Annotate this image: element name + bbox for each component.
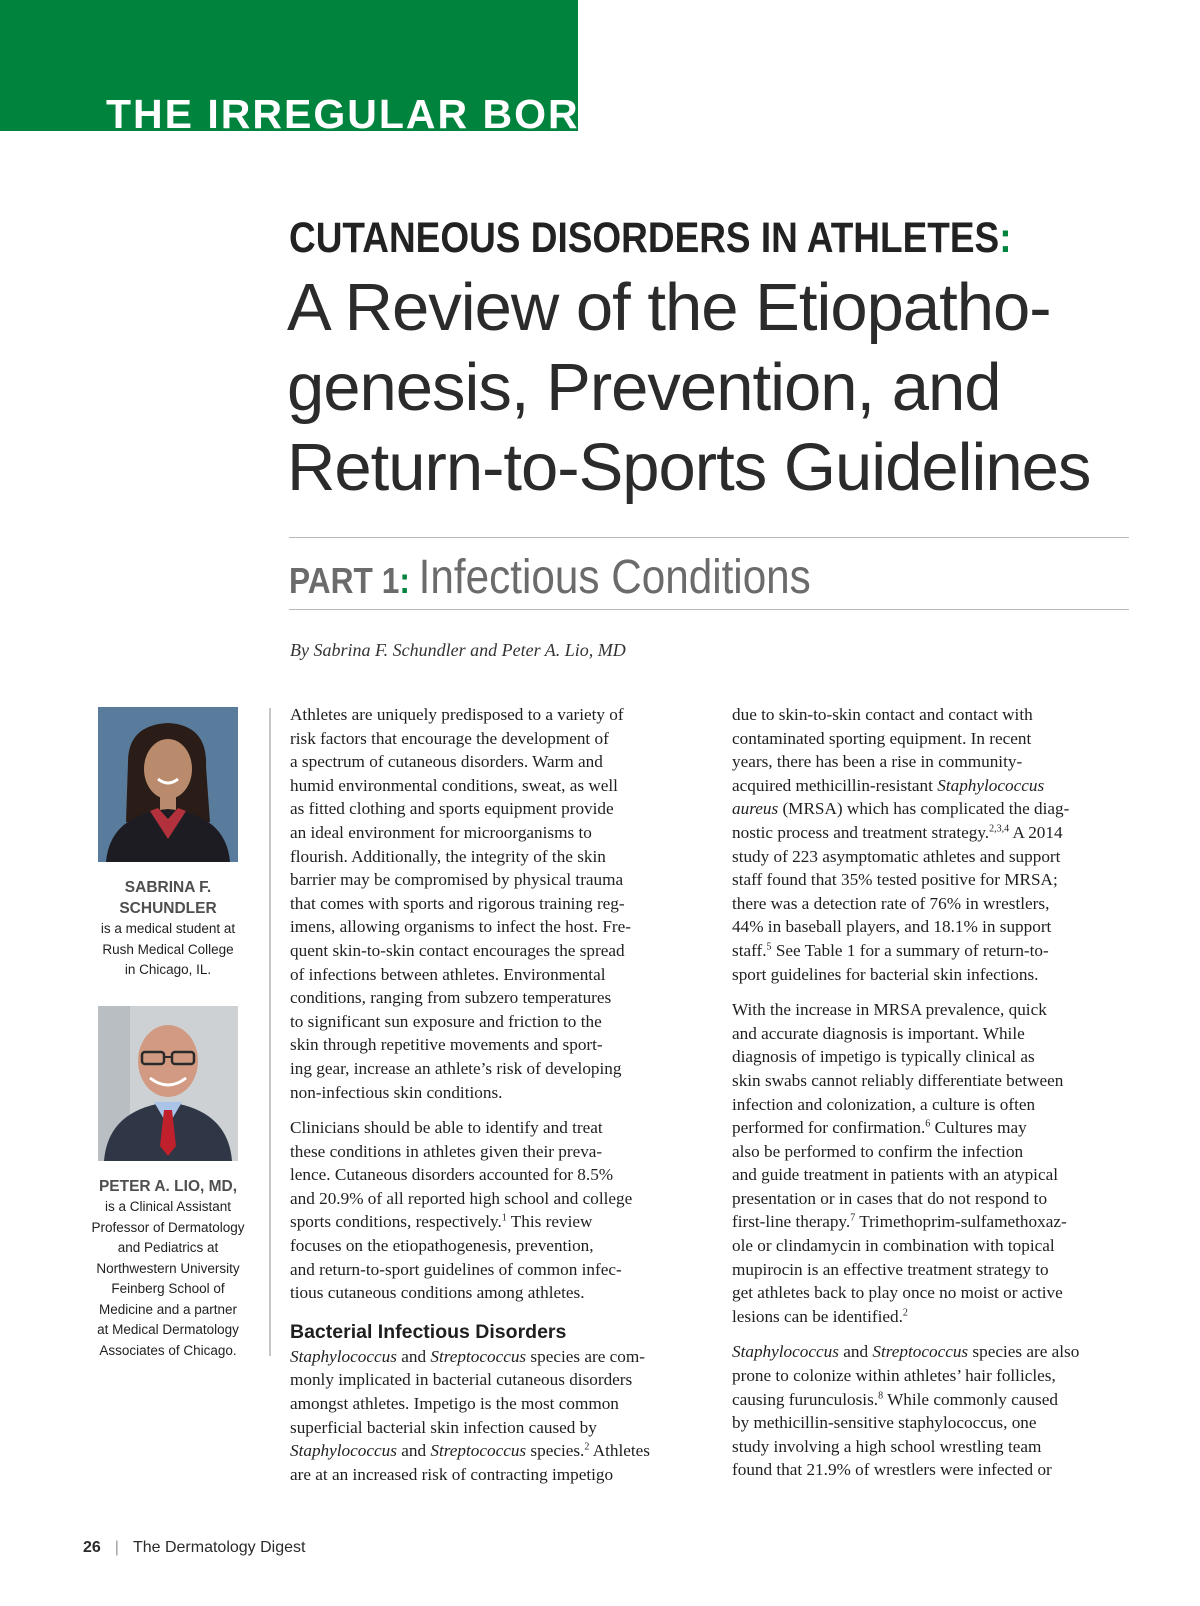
paragraph-intro <box>290 703 690 1104</box>
text-line: to significant sun exposure and friction to the <box>290 1011 602 1031</box>
text-line: imens, allowing organisms to infect the host. Fre- <box>290 917 631 937</box>
text-line <box>290 1210 690 1234</box>
author-bio-line: is a medical student at <box>100 921 236 936</box>
text-line: Athletes are uniquely predisposed to a variety of <box>290 705 624 724</box>
paragraph-mrsa <box>732 703 1132 986</box>
text-run: Cultures may <box>930 1118 1027 1138</box>
page-footer <box>83 1539 305 1557</box>
text-line: 44% in baseball players, and 18.1% in support <box>732 917 1052 937</box>
text-run: and <box>396 1441 431 1461</box>
section-title: THE IRREGULAR BORDER <box>106 91 673 137</box>
text-line: sport guidelines for bacterial skin infections. <box>732 964 1039 984</box>
text-run: Trimethoprim-sulfamethoxaz- <box>855 1212 1067 1232</box>
section-heading: Bacterial Infectious Disorders <box>290 1320 567 1343</box>
text-line: presentation or in cases that do not respond to <box>732 1188 1048 1208</box>
text-run: This review <box>506 1212 593 1232</box>
species-name: Staphylococcus <box>937 775 1045 795</box>
text-line: diagnosis of impetigo is typically clinical as <box>732 1047 1035 1067</box>
text-line: that comes with sports and rigorous training reg- <box>290 893 625 913</box>
text-line <box>732 1116 1132 1140</box>
text-run: A 2014 <box>1009 822 1063 842</box>
portrait-image <box>98 707 238 862</box>
text-run: first-line therapy. <box>732 1212 851 1232</box>
text-run: species are com- <box>526 1346 645 1366</box>
species-name: Staphylococcus <box>290 1441 397 1461</box>
text-line: and guide treatment in patients with an atypical <box>732 1165 1058 1185</box>
author-bio-line: is a Clinical Assistant <box>104 1199 232 1214</box>
text-line: also be performed to confirm the infection <box>732 1141 1024 1161</box>
text-line: prone to colonize within athletes’ hair follicles, <box>732 1366 1056 1386</box>
citation: 7 <box>850 1212 856 1224</box>
text-line: found that 21.9% of wrestlers were infected or <box>732 1460 1052 1480</box>
text-line: With the increase in MRSA prevalence, quick <box>732 1000 1047 1020</box>
footer-separator: | <box>114 1539 119 1556</box>
portrait-image <box>98 1006 238 1161</box>
author-bio-schundler <box>78 877 258 981</box>
paragraph-clinicians <box>290 1116 690 1305</box>
text-line: flourish. Additionally, the integrity of the skin <box>290 846 606 866</box>
text-line: of infections between athletes. Environmental <box>290 964 606 984</box>
citation: 1 <box>501 1212 507 1224</box>
text-line: tious cutaneous conditions among athletes. <box>290 1283 585 1303</box>
part-heading <box>289 550 811 605</box>
text-line <box>732 774 1132 798</box>
text-line: get athletes back to play once no moist or active <box>732 1283 1063 1303</box>
text-line: humid environmental conditions, sweat, as well <box>290 775 618 795</box>
text-line: non-infectious skin conditions. <box>290 1082 503 1102</box>
page-number: 26 <box>83 1539 101 1556</box>
text-line <box>732 1340 1132 1364</box>
text-line <box>732 1210 1132 1234</box>
text-line: years, there has been a rise in community- <box>732 752 1023 772</box>
text-line: as fitted clothing and sports equipment provide <box>290 799 614 819</box>
text-run: lesions can be identified. <box>732 1306 903 1326</box>
text-line: contaminated sporting equipment. In recent <box>732 728 1032 748</box>
paragraph-bacterial <box>290 1345 690 1487</box>
text-run: acquired methicillin-resistant <box>732 775 938 795</box>
species-name: Streptococcus <box>872 1342 969 1362</box>
paragraph-diagnosis <box>732 998 1132 1328</box>
text-line: amongst athletes. Impetigo is the most common <box>290 1394 619 1414</box>
species-name: Streptococcus <box>430 1346 527 1366</box>
text-run: staff. <box>732 940 767 960</box>
byline: By Sabrina F. Schundler and Peter A. Lio, MD <box>290 640 626 660</box>
citation: 2,3,4 <box>989 823 1010 835</box>
text-line: by methicillin-sensitive staphylococcus, one <box>732 1413 1037 1433</box>
text-run: (MRSA) which has complicated the diag- <box>778 799 1070 819</box>
species-name: Staphylococcus <box>290 1346 397 1366</box>
text-line: skin swabs cannot reliably differentiate between <box>732 1070 1064 1090</box>
body-column-2 <box>732 703 1132 1494</box>
author-name: SCHUNDLER <box>119 900 217 917</box>
text-line: there was a detection rate of 76% in wrestlers, <box>732 893 1050 913</box>
text-line: and 20.9% of all reported high school and college <box>290 1188 633 1208</box>
text-line <box>732 821 1132 845</box>
text-run: and <box>396 1346 431 1366</box>
author-bio-line: Rush Medical College <box>102 941 234 957</box>
text-line: and return-to-sport guidelines of common infec- <box>290 1259 622 1279</box>
text-run: Athletes <box>589 1441 650 1461</box>
text-line: conditions, ranging from subzero temperatures <box>290 988 612 1008</box>
text-run: causing furunculosis. <box>732 1389 879 1409</box>
citation: 5 <box>766 941 772 953</box>
divider-bottom <box>289 609 1129 610</box>
sidebar-divider <box>269 708 271 1356</box>
species-name: Streptococcus <box>430 1441 527 1461</box>
author-photo-schundler <box>98 707 238 862</box>
citation: 8 <box>878 1389 884 1401</box>
headline-line: genesis, Prevention, and <box>287 350 1001 425</box>
part-label: PART 1 <box>289 560 400 601</box>
part-colon: : <box>399 560 410 601</box>
headline-line: A Review of the Etiopatho- <box>287 270 1051 345</box>
headline-line: Return-to-Sports Guidelines <box>287 430 1091 505</box>
text-run: sports conditions, respectively. <box>290 1212 502 1232</box>
text-line: study involving a high school wrestling team <box>732 1436 1042 1456</box>
text-line: focuses on the etiopathogenesis, prevention, <box>290 1236 594 1256</box>
text-line: superficial bacterial skin infection caused by <box>290 1417 597 1437</box>
text-line: monly implicated in bacterial cutaneous disorders <box>290 1370 633 1390</box>
text-line: ole or clindamycin in combination with topical <box>732 1236 1055 1256</box>
author-bio-line: Feinberg School of <box>111 1281 225 1296</box>
author-bio-line: Associates of Chicago. <box>99 1342 237 1358</box>
author-bio-line: at Medical Dermatology <box>97 1322 239 1337</box>
kicker-colon: : <box>999 214 1012 262</box>
text-line: due to skin-to-skin contact and contact with <box>732 705 1033 724</box>
text-line: lence. Cutaneous disorders accounted for 8.5% <box>290 1165 614 1185</box>
text-run: See Table 1 for a summary of return-to- <box>771 940 1049 960</box>
text-line: risk factors that encourage the development of <box>290 728 609 748</box>
species-name: aureus <box>732 799 779 819</box>
text-line: are at an increased risk of contracting impetigo <box>290 1464 614 1484</box>
citation: 2 <box>584 1441 590 1453</box>
paragraph-furunculosis <box>732 1340 1132 1482</box>
text-line <box>290 1345 690 1369</box>
text-line: quent skin-to-skin contact encourages the spread <box>290 940 625 960</box>
text-run: and <box>838 1342 873 1362</box>
body-column-1 <box>290 703 690 1498</box>
author-name: PETER A. LIO, MD, <box>98 1178 238 1195</box>
publication-name: The Dermatology Digest <box>132 1539 306 1556</box>
text-line: study of 223 asymptomatic athletes and support <box>732 846 1061 866</box>
text-line: barrier may be compromised by physical trauma <box>290 870 624 890</box>
text-line: skin through repetitive movements and sport- <box>290 1035 603 1055</box>
text-run: species are also <box>968 1342 1080 1362</box>
kicker-text: CUTANEOUS DISORDERS IN ATHLETES <box>289 214 1000 262</box>
text-run: species. <box>526 1441 585 1461</box>
text-line: staff found that 35% tested positive for MRSA; <box>732 870 1058 890</box>
article-kicker <box>289 213 1012 263</box>
text-line: ing gear, increase an athlete’s risk of developing <box>290 1058 622 1078</box>
author-name: SABRINA F. <box>124 879 212 896</box>
author-bio-line: Medicine and a partner <box>98 1301 238 1317</box>
part-title: Infectious Conditions <box>418 551 811 604</box>
text-line <box>732 1305 1132 1329</box>
text-line: these conditions in athletes given their preva- <box>290 1141 603 1161</box>
citation: 6 <box>925 1118 931 1130</box>
text-line: infection and colonization, a culture is often <box>732 1094 1036 1114</box>
author-bio-line: Professor of Dermatology <box>91 1219 245 1235</box>
text-run: performed for confirmation. <box>732 1118 926 1138</box>
text-line <box>290 1439 690 1463</box>
author-bio-line: Northwestern University <box>96 1260 240 1276</box>
text-line <box>732 1388 1132 1412</box>
divider-top <box>289 537 1129 538</box>
text-line: an ideal environment for microorganisms to <box>290 822 592 842</box>
text-line: Clinicians should be able to identify and treat <box>290 1118 603 1138</box>
text-line <box>732 797 1132 821</box>
text-line <box>732 939 1132 963</box>
citation: 2 <box>902 1307 908 1319</box>
text-line: a spectrum of cutaneous disorders. Warm and <box>290 752 603 772</box>
text-run: While commonly caused <box>883 1389 1058 1409</box>
text-line: mupirocin is an effective treatment strategy to <box>732 1259 1049 1279</box>
author-bio-line: and Pediatrics at <box>117 1240 219 1255</box>
species-name: Staphylococcus <box>732 1342 839 1362</box>
text-run: nostic process and treatment strategy. <box>732 822 990 842</box>
author-bio-line: in Chicago, IL. <box>124 962 212 977</box>
author-bio-lio <box>78 1176 258 1361</box>
article-headline <box>287 268 1167 508</box>
author-photo-lio <box>98 1006 238 1161</box>
text-line: and accurate diagnosis is important. While <box>732 1023 1025 1043</box>
